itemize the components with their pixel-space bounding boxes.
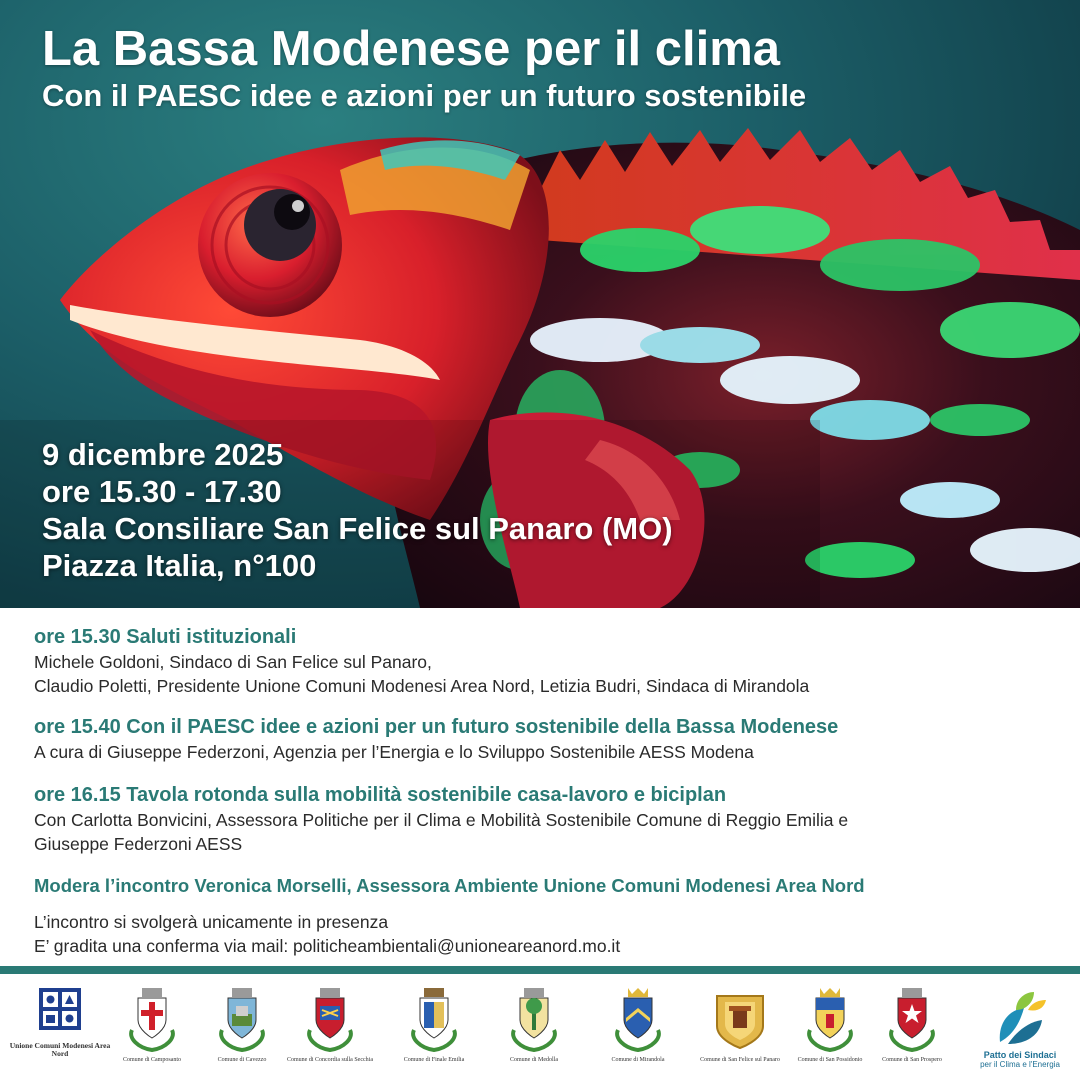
program-session xyxy=(34,624,809,698)
coat-of-arms-icon xyxy=(612,986,664,1052)
logo-caption: Comune di Finale Emilia xyxy=(403,1057,465,1063)
logo-caption: Comune di Medolla xyxy=(510,1057,558,1063)
logo-comune xyxy=(282,980,378,1076)
section-divider xyxy=(0,966,1080,974)
session-speakers: Michele Goldoni, Sindaco di San Felice sul Panaro, xyxy=(34,652,432,672)
session-speakers: Con Carlotta Bonvicini, Assessora Politiche per il Clima e Mobilità Sostenibile Comune di Reggio Emilia e xyxy=(34,810,849,830)
unione-comuni-logo xyxy=(37,986,83,1032)
partner-logos xyxy=(0,980,1080,1080)
logo-comune xyxy=(864,980,960,1076)
logo-comune xyxy=(386,980,482,1076)
moderator-line: Modera l’incontro Veronica Morselli, Assessora Ambiente Unione Comuni Modenesi Area Nord xyxy=(34,875,865,896)
session-speakers: A cura di Giuseppe Federzoni, Agenzia per l’Energia e lo Sviluppo Sostenibile AESS Modena xyxy=(34,742,754,762)
event-info xyxy=(42,436,673,584)
logo-caption: Comune di San Prospero xyxy=(882,1057,942,1063)
coat-of-arms-icon xyxy=(304,986,356,1052)
event-time: ore 15.30 - 17.30 xyxy=(42,474,282,509)
chameleon-eye xyxy=(198,173,342,317)
logo-caption: Comune di Cavezzo xyxy=(217,1057,267,1063)
coat-of-arms-icon xyxy=(711,986,769,1052)
logo-caption: Comune di Camposanto xyxy=(123,1057,181,1063)
session-speakers: Claudio Poletti, Presidente Unione Comuni Modenesi Area Nord, Letizia Budri, Sindaca di Mirandola xyxy=(34,676,810,696)
event-date: 9 dicembre 2025 xyxy=(42,437,284,472)
note-attendance: L’incontro si svolgerà unicamente in presenza xyxy=(34,912,389,932)
session-title: ore 15.40 Con il PAESC idee e azioni per un futuro sostenibile della Bassa Modenese xyxy=(34,716,839,738)
logo-comune xyxy=(486,980,582,1076)
program-session xyxy=(34,714,838,764)
patto-dei-sindaci-logo xyxy=(994,988,1048,1046)
logo-caption: Comune di Mirandola xyxy=(611,1057,665,1063)
event-notes xyxy=(34,910,620,958)
logo-caption: Comune di Concordia sulla Secchia xyxy=(287,1057,373,1063)
note-rsvp-email[interactable]: E’ gradita una conferma via mail: politicheambientali@unioneareanord.mo.it xyxy=(34,936,621,956)
patto-name: Patto dei Sindaci xyxy=(983,1050,1057,1060)
program-session xyxy=(34,782,848,856)
coat-of-arms-icon xyxy=(804,986,856,1052)
session-title: ore 16.15 Tavola rotonda sulla mobilità sostenibile casa-lavoro e biciplan xyxy=(34,784,727,806)
event-venue: Sala Consiliare San Felice sul Panaro (MO) xyxy=(42,511,673,546)
patto-subtitle: per il Clima e l'Energia xyxy=(980,1060,1060,1069)
session-title: ore 15.30 Saluti istituzionali xyxy=(34,626,297,648)
event-title: La Bassa Modenese per il clima xyxy=(42,22,781,76)
coat-of-arms-icon xyxy=(508,986,560,1052)
logo-caption: Unione Comuni Modenesi Area Nord xyxy=(9,1041,111,1058)
event-address: Piazza Italia, n°100 xyxy=(42,548,317,583)
logo-comune xyxy=(590,980,686,1076)
session-speakers: Giuseppe Federzoni AESS xyxy=(34,834,243,854)
coat-of-arms-icon xyxy=(126,986,178,1052)
coat-of-arms-icon xyxy=(886,986,938,1052)
logo-caption: Comune di San Felice sul Panaro xyxy=(700,1057,780,1063)
coat-of-arms-icon xyxy=(408,986,460,1052)
coat-of-arms-icon xyxy=(216,986,268,1052)
logo-caption: Comune di San Possidonio xyxy=(797,1057,863,1063)
event-subtitle: Con il PAESC idee e azioni per un futuro sostenibile xyxy=(42,78,807,113)
